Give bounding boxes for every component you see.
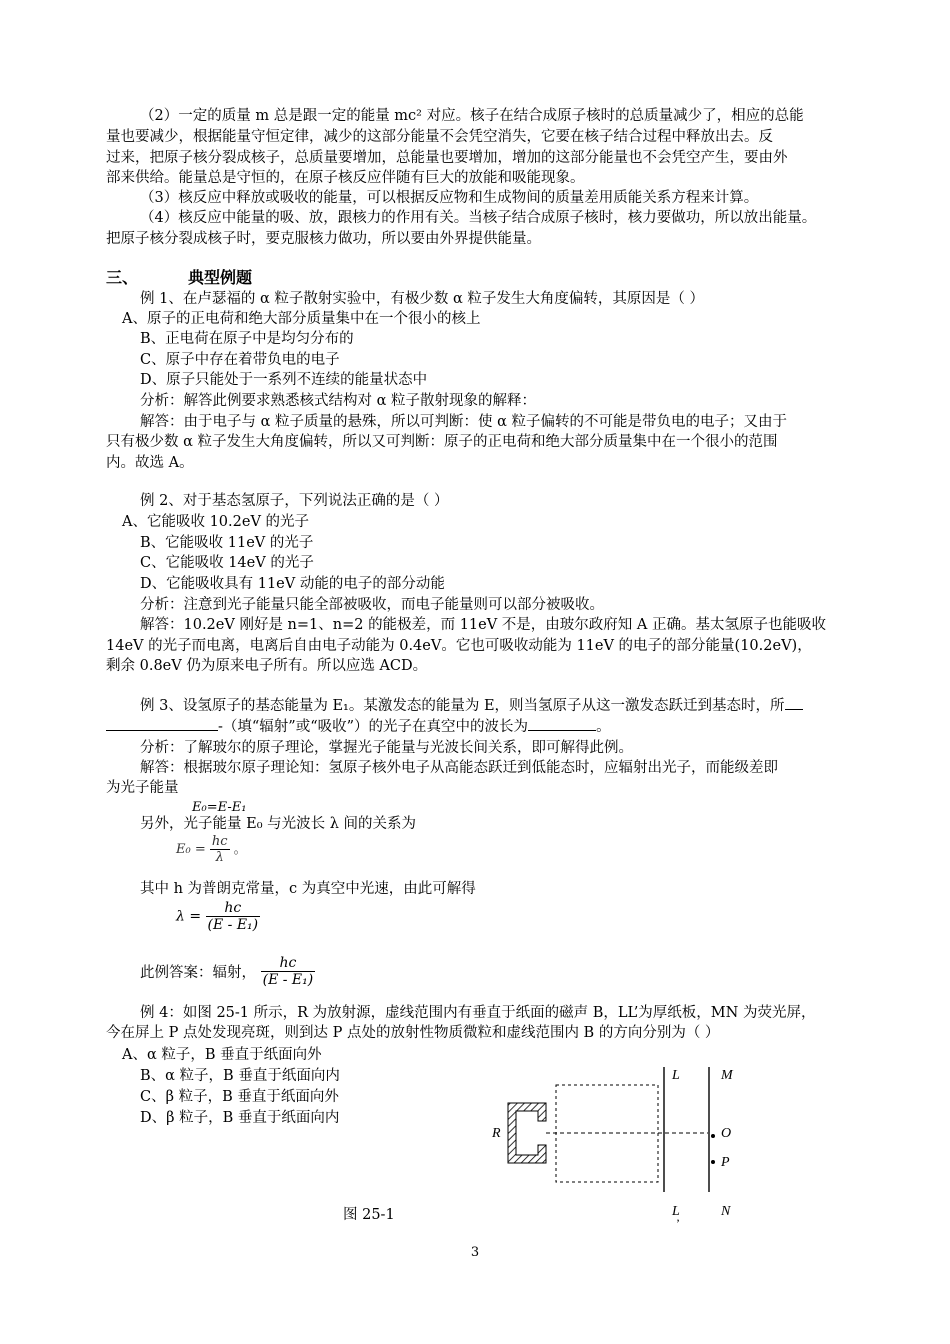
- ex3-question-line2: -（填“辐射”或“吸收”）的光子在真空中的波长为 。: [106, 718, 611, 737]
- ex3-equation-3: λ = $\frac{hc}{\text{(E - E₁)}}$: [176, 900, 259, 933]
- ex2-option-a: A、它能吸收 10.2eV 的光子: [122, 514, 310, 530]
- figure-25-1: [480, 1055, 760, 1235]
- ex1-solution-line3: 内。故选 A。: [106, 455, 194, 471]
- ex1-option-d: D、原子只能处于一系列不连续的能量状态中: [140, 372, 428, 388]
- figure-caption: 图 25-1: [343, 1207, 395, 1223]
- ex1-solution-line1: 解答：由于电子与 α 粒子质量的悬殊，所以可判断：使 α 粒子偏转的不可能是带负电的电子；又由于: [140, 414, 788, 430]
- intro-p4-line1: （4）核反应中能量的吸、放，跟核力的作用有关。当核子结合成原子核时，核力要做功，所以放出能量。: [140, 210, 817, 226]
- ex3-answer: 此例答案：辐射， $\frac{hc}{\text{(E - E₁)}}$: [140, 955, 314, 988]
- ex1-question: 例 1、在卢瑟福的 α 粒子散射实验中，有极少数 α 粒子发生大角度偏转，其原因是（ ）: [140, 291, 704, 307]
- intro-p2-line3: 过来，把原子核分裂成核子，总质量要增加，总能量也要增加，增加的这部分能量也不会凭空产生，要由外: [106, 150, 788, 166]
- ex3-analysis: 分析：了解玻尔的原子理论，掌握光子能量与光波长间关系，即可解得此例。: [140, 740, 633, 756]
- ex4-option-b: B、α 粒子，B 垂直于纸面向内: [140, 1068, 340, 1084]
- ex3-solution-line2: 为光子能量: [106, 780, 179, 796]
- label-P: P: [721, 1155, 730, 1170]
- ex3-blank-1: [106, 730, 218, 731]
- intro-p3: （3）核反应中释放或吸收的能量，可以根据反应物和生成物间的质量差用质能关系方程来计算。: [140, 190, 759, 206]
- ex1-option-c: C、原子中存在着带负电的电子: [140, 352, 340, 368]
- ex1-solution-line2: 只有极少数 α 粒子发生大角度偏转，所以又可判断：原子的正电荷和绝大部分质量集中在一个很小的范围: [106, 434, 778, 450]
- intro-p2-line2: 量也要减少，根据能量守恒定律，减少的这部分能量不会凭空消失，它要在核子结合过程中释放出去。反: [106, 129, 773, 145]
- ex1-option-a: A、原子的正电荷和绝大部分质量集中在一个很小的核上: [122, 311, 481, 327]
- ex4-option-a: A、α 粒子，B 垂直于纸面向外: [122, 1047, 322, 1063]
- page-number: 3: [470, 1245, 480, 1260]
- label-R: R: [492, 1126, 501, 1141]
- section-title: 典型例题: [188, 268, 253, 287]
- ex3-blank-2: [528, 730, 596, 731]
- label-L: L: [672, 1068, 680, 1083]
- ex2-question: 例 2、对于基态氢原子，下列说法正确的是（ ）: [140, 493, 449, 509]
- label-M: M: [721, 1068, 733, 1083]
- section-number: 三、: [106, 268, 139, 287]
- ex2-solution-line3: 剩余 0.8eV 仍为原来电子所有。所以应选 ACD。: [106, 658, 428, 674]
- magnetic-field-region: [556, 1085, 658, 1182]
- ex2-option-c: C、它能吸收 14eV 的光子: [140, 555, 314, 571]
- ex4-option-c: C、β 粒子，B 垂直于纸面向外: [140, 1089, 339, 1105]
- intro-p4-line2: 把原子核分裂成核子时，要克服核力做功，所以要由外界提供能量。: [106, 231, 541, 247]
- label-L-prime: L: [672, 1204, 680, 1219]
- ex3-equation-1: E₀=E-E₁: [192, 800, 247, 815]
- label-O: O: [721, 1126, 732, 1141]
- ex2-solution-line1: 解答：10.2eV 刚好是 n=1、n=2 的能极差，而 11eV 不是，由玻尔政府知 A 正确。基太氢原子也能吸收: [140, 617, 826, 633]
- ex3-question-line1: 例 3、设氢原子的基态能量为 E₁。某激发态的能量为 E，则当氢原子从这一激发态跃迁到基态时，所: [140, 697, 803, 716]
- ex4-option-d: D、β 粒子，B 垂直于纸面向内: [140, 1110, 340, 1126]
- label-N: N: [721, 1204, 731, 1219]
- ex3-solution-line1: 解答：根据玻尔原子理论知：氢原子核外电子从高能态跃迁到低能态时，应辐射出光子，而能级差即: [140, 760, 778, 776]
- ex1-analysis: 分析：解答此例要求熟悉核式结构对 α 粒子散射现象的解释：: [140, 393, 537, 409]
- ex3-text-3: 其中 h 为普朗克常量，c 为真空中光速，由此可解得: [140, 881, 476, 897]
- radiation-source: [508, 1103, 546, 1163]
- ex3-text-2: 另外，光子能量 E₀ 与光波长 λ 间的关系为: [140, 816, 417, 832]
- ex1-option-b: B、正电荷在原子中是均匀分布的: [140, 331, 354, 347]
- ex2-solution-line2: 14eV 的光子而电离，电离后自由电子动能为 0.4eV。它也可吸收动能为 11eV 的电子的部分能量(10.2eV)，: [106, 638, 812, 654]
- point-P: [711, 1160, 715, 1164]
- ex2-analysis: 分析：注意到光子能量只能全部被吸收，而电子能量则可以部分被吸收。: [140, 597, 604, 613]
- intro-p2-line4: 部来供给。能量总是守恒的，在原子核反应伴随有巨大的放能和吸能现象。: [106, 170, 585, 186]
- ex4-question-line2: 今在屏上 P 点处发现亮斑，则到达 P 点处的放射性物质微粒和虚线范围内 B 的方向分别为（ ）: [106, 1025, 720, 1041]
- ex2-option-b: B、它能吸收 11eV 的光子: [140, 535, 314, 551]
- ex3-equation-2: E₀ = $\frac{hc}{\lambda}$ 。: [176, 834, 247, 865]
- ex4-question-line1: 例 4：如图 25-1 所示，R 为放射源，虚线范围内有垂直于纸面的磁声 B，LL’为厚纸板，MN 为荧光屏，: [140, 1005, 816, 1021]
- ex2-option-d: D、它能吸收具有 11eV 动能的电子的部分动能: [140, 576, 445, 592]
- intro-p2-line1: （2）一定的质量 m 总是跟一定的能量 mc² 对应。核子在结合成原子核时的总质量减少了，相应的总能: [140, 108, 804, 124]
- point-O: [711, 1134, 715, 1138]
- label-L-prime-mark: ’: [676, 1216, 680, 1230]
